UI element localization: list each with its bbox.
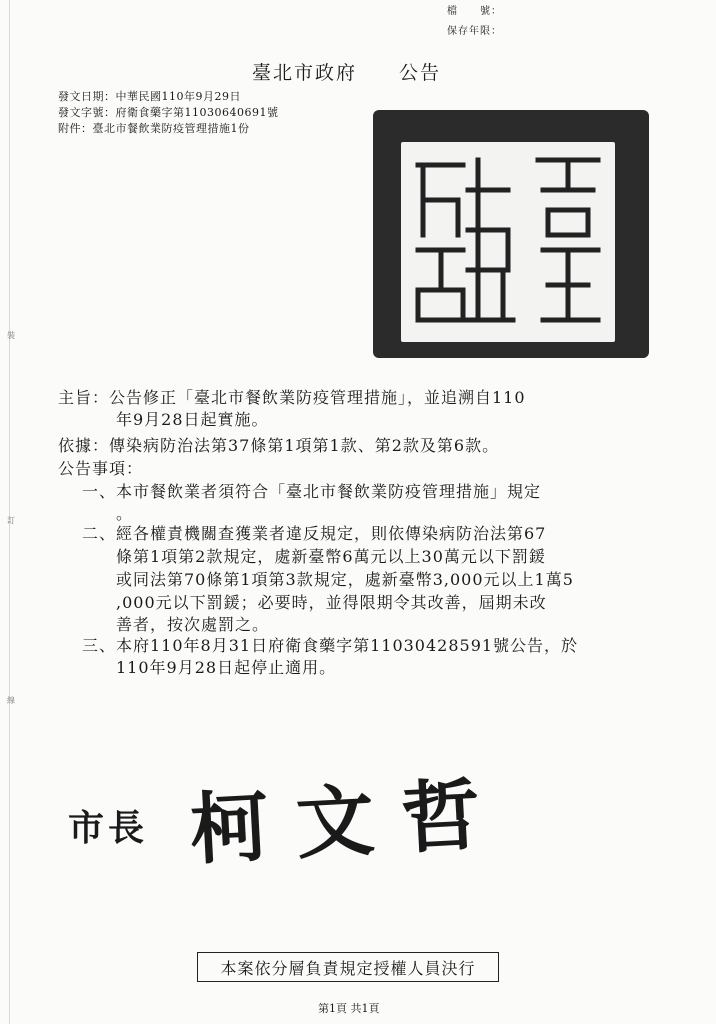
attachment: 附件：臺北市餐飲業防疫管理措施1份 [58,122,250,135]
page-number: 第1頁 共1頁 [318,1002,380,1015]
item-2-line-2: 條第1項第2款規定，處新臺幣6萬元以上30萬元以下罰鍰 [116,547,546,566]
mayor-signature: 柯文哲 [187,768,511,876]
basis-line: 依據：傳染病防治法第37條第1項第1款、第2款及第6款。 [58,436,500,455]
item-2-line-1: 二、經各權責機關查獲業者違反規定，則依傳染病防治法第67 [82,524,547,543]
subject-line-2: 年9月28日起實施。 [116,410,269,429]
retention-label: 保存年限： [447,26,502,37]
delegation-stamp: 本案依分層負責規定授權人員決行 [197,952,499,982]
subject-line-1: 主旨：公告修正「臺北市餐飲業防疫管理措施」，並追溯自110 [58,388,526,407]
items-heading: 公告事項： [58,459,144,478]
item-1-line-2: 。 [116,504,134,523]
item-3-line-1: 三、本府110年8月31日府衛食藥字第11030428591號公告，於 [82,636,579,655]
issue-date: 發文日期：中華民國110年9月29日 [58,90,241,103]
item-3-line-2: 110年9月28日起停止適用。 [116,658,337,677]
item-2-line-4: ,000元以下罰鍰；必要時，並得限期令其改善，屆期未改 [116,593,547,612]
mayor-title: 市長 [68,807,149,849]
scan-edge-line [9,0,10,1024]
binding-mark-1: 裝 [7,331,15,340]
document-number: 發文字號：府衛食藥字第11030640691號 [58,106,279,119]
document-title: 臺北市政府 公告 [252,62,442,84]
binding-mark-2: 訂 [7,516,15,525]
file-number-label: 檔 號： [447,6,502,17]
item-2-line-3: 或同法第70條第1項第3款規定，處新臺幣3,000元以上1萬5 [116,570,574,589]
seal-graphic [373,110,649,358]
item-2-line-5: 善者，按次處罰之。 [116,615,270,634]
item-1-line-1: 一、本市餐飲業者須符合「臺北市餐飲業防疫管理措施」規定 [82,482,542,501]
official-seal [373,110,649,358]
binding-mark-3: 線 [7,696,15,705]
